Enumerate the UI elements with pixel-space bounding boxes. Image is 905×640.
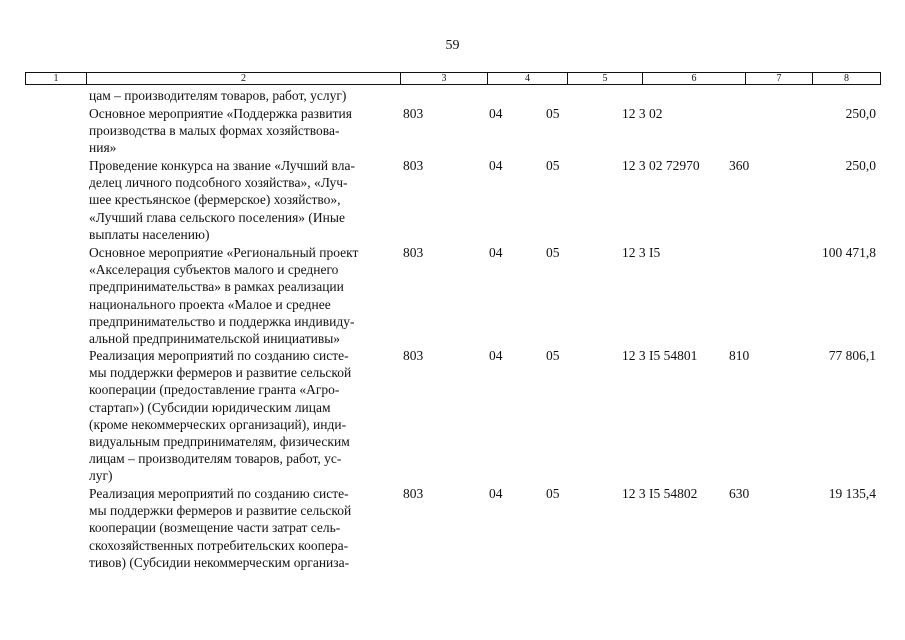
- page-number: 59: [445, 38, 460, 53]
- description-line: «Акселерация субъектов малого и среднего: [89, 262, 339, 278]
- header-col-3: 3: [400, 73, 487, 84]
- cell-target-article: 12 3 I5 54801: [622, 348, 698, 363]
- description-line: кооперации (возмещение части затрат сель-: [89, 520, 341, 536]
- cell-subsection: 05: [546, 486, 560, 501]
- row-description: [89, 157, 394, 243]
- header-col-4: 4: [487, 73, 567, 84]
- description-line: Реализация мероприятий по созданию систе-: [89, 486, 349, 501]
- cell-ministry-code: 803: [403, 245, 424, 260]
- cell-section: 04: [489, 348, 503, 363]
- cell-target-article: 12 3 I5 54802: [622, 486, 698, 501]
- description-line: национального проекта «Малое и среднее: [89, 296, 331, 312]
- cell-ministry-code: 803: [403, 158, 424, 173]
- description-line: скохозяйственных потребительских коопера-: [89, 537, 349, 553]
- cell-section: 04: [489, 245, 503, 260]
- cell-subsection: 05: [546, 158, 560, 173]
- description-line: кооперации (предоставление гранта «Агро-: [89, 382, 340, 398]
- description-line: предпринимательства» в рамках реализации: [89, 279, 344, 295]
- description-line: производства в малых формах хозяйствова-: [89, 123, 340, 139]
- row-description: [89, 105, 394, 157]
- description-line: ния»: [89, 140, 117, 156]
- cell-target-article: 12 3 02: [622, 106, 663, 121]
- row-description: [89, 485, 394, 571]
- description-line: Основное мероприятие «Поддержка развития: [89, 106, 352, 121]
- description-line: делец личного подсобного хозяйства», «Луч-: [89, 175, 348, 191]
- cell-subsection: 05: [546, 106, 560, 121]
- cell-subsection: 05: [546, 348, 560, 363]
- description-line: Реализация мероприятий по созданию систе-: [89, 348, 349, 363]
- description-line: «Лучший глава сельского поселения» (Иные: [89, 209, 345, 225]
- description-line: мы поддержки фермеров и развитие сельской: [89, 365, 352, 381]
- description-line: Основное мероприятие «Региональный проект: [89, 245, 359, 260]
- row-description: [89, 87, 394, 104]
- description-line: шее крестьянское (фермерское) хозяйство»,: [89, 192, 341, 208]
- header-col-7: 7: [745, 73, 812, 84]
- header-col-6: 6: [642, 73, 745, 84]
- cell-expense-type: 630: [729, 486, 750, 501]
- cell-section: 04: [489, 106, 503, 121]
- description-line: Проведение конкурса на звание «Лучший вла-: [89, 158, 355, 173]
- description-line: стартап») (Субсидии юридическим лицам: [89, 399, 331, 415]
- cell-section: 04: [489, 486, 503, 501]
- cell-amount: 250,0: [845, 106, 876, 121]
- cell-target-article: 12 3 02 72970: [622, 158, 700, 173]
- header-col-8: 8: [812, 73, 880, 84]
- description-line: тивов) (Субсидии некоммерческим организа-: [89, 554, 350, 570]
- description-line: луг): [89, 468, 113, 484]
- cell-section: 04: [489, 158, 503, 173]
- cell-target-article: 12 3 I5: [622, 245, 661, 260]
- description-line: предпринимательство и поддержка индивиду-: [89, 313, 355, 329]
- description-line: видуальным предпринимателям, физическим: [89, 434, 350, 450]
- cell-expense-type: 360: [729, 158, 750, 173]
- description-line: (кроме некоммерческих организаций), инди-: [89, 416, 347, 432]
- cell-amount: 100 471,8: [822, 245, 876, 260]
- header-col-1: 1: [53, 73, 59, 84]
- description-line: цам – производителям товаров, работ, услуг): [89, 88, 347, 103]
- description-line: альной предпринимательской инициативы»: [89, 331, 341, 347]
- row-description: [89, 244, 394, 347]
- row-description: [89, 347, 394, 485]
- description-line: лицам – производителям товаров, работ, ус-: [89, 451, 342, 467]
- cell-amount: 250,0: [845, 158, 876, 173]
- description-line: мы поддержки фермеров и развитие сельской: [89, 503, 352, 519]
- cell-ministry-code: 803: [403, 106, 424, 121]
- header-col-5: 5: [567, 73, 642, 84]
- cell-ministry-code: 803: [403, 486, 424, 501]
- cell-ministry-code: 803: [403, 348, 424, 363]
- cell-amount: 77 806,1: [828, 348, 876, 363]
- table-header-row: [25, 72, 881, 85]
- cell-amount: 19 135,4: [828, 486, 876, 501]
- cell-expense-type: 810: [729, 348, 750, 363]
- header-col-2: 2: [86, 73, 400, 84]
- cell-subsection: 05: [546, 245, 560, 260]
- description-line: выплаты населению): [89, 226, 210, 242]
